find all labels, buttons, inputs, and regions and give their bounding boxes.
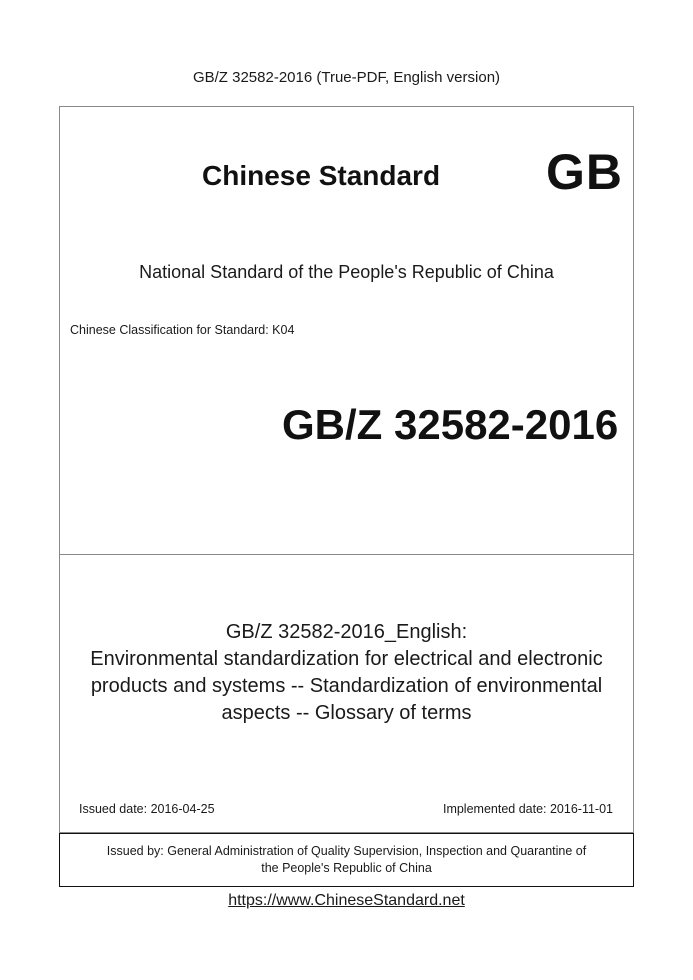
title-line: Environmental standardization for electrical and electronic: [90, 648, 603, 670]
cover-heading: Chinese Standard: [202, 160, 441, 191]
title-line: products and systems -- Standardization of environmental: [90, 675, 603, 697]
document-title: [59, 619, 634, 727]
title-line: aspects -- Glossary of terms: [221, 702, 472, 724]
classification-line: Chinese Classification for Standard: K04: [70, 323, 295, 337]
issuer-line: Issued by: General Administration of Quality Supervision, Inspection and Quarantine of: [106, 844, 587, 858]
cover-divider: [59, 554, 634, 555]
issuer-line: the People's Republic of China: [261, 861, 432, 875]
standard-number: GB/Z 32582-2016: [282, 401, 619, 448]
document-header: GB/Z 32582-2016 (True-PDF, English version): [192, 69, 501, 86]
issued-date: Issued date: 2016-04-25: [79, 802, 215, 816]
implemented-date: Implemented date: 2016-11-01: [442, 802, 613, 816]
title-line: GB/Z 32582-2016_English:: [225, 621, 468, 643]
issuer-box: [59, 833, 634, 887]
gb-mark: GB: [546, 144, 623, 200]
national-standard-line: National Standard of the People's Republic of China: [139, 262, 554, 282]
website-link[interactable]: https://www.ChineseStandard.net: [228, 892, 465, 909]
